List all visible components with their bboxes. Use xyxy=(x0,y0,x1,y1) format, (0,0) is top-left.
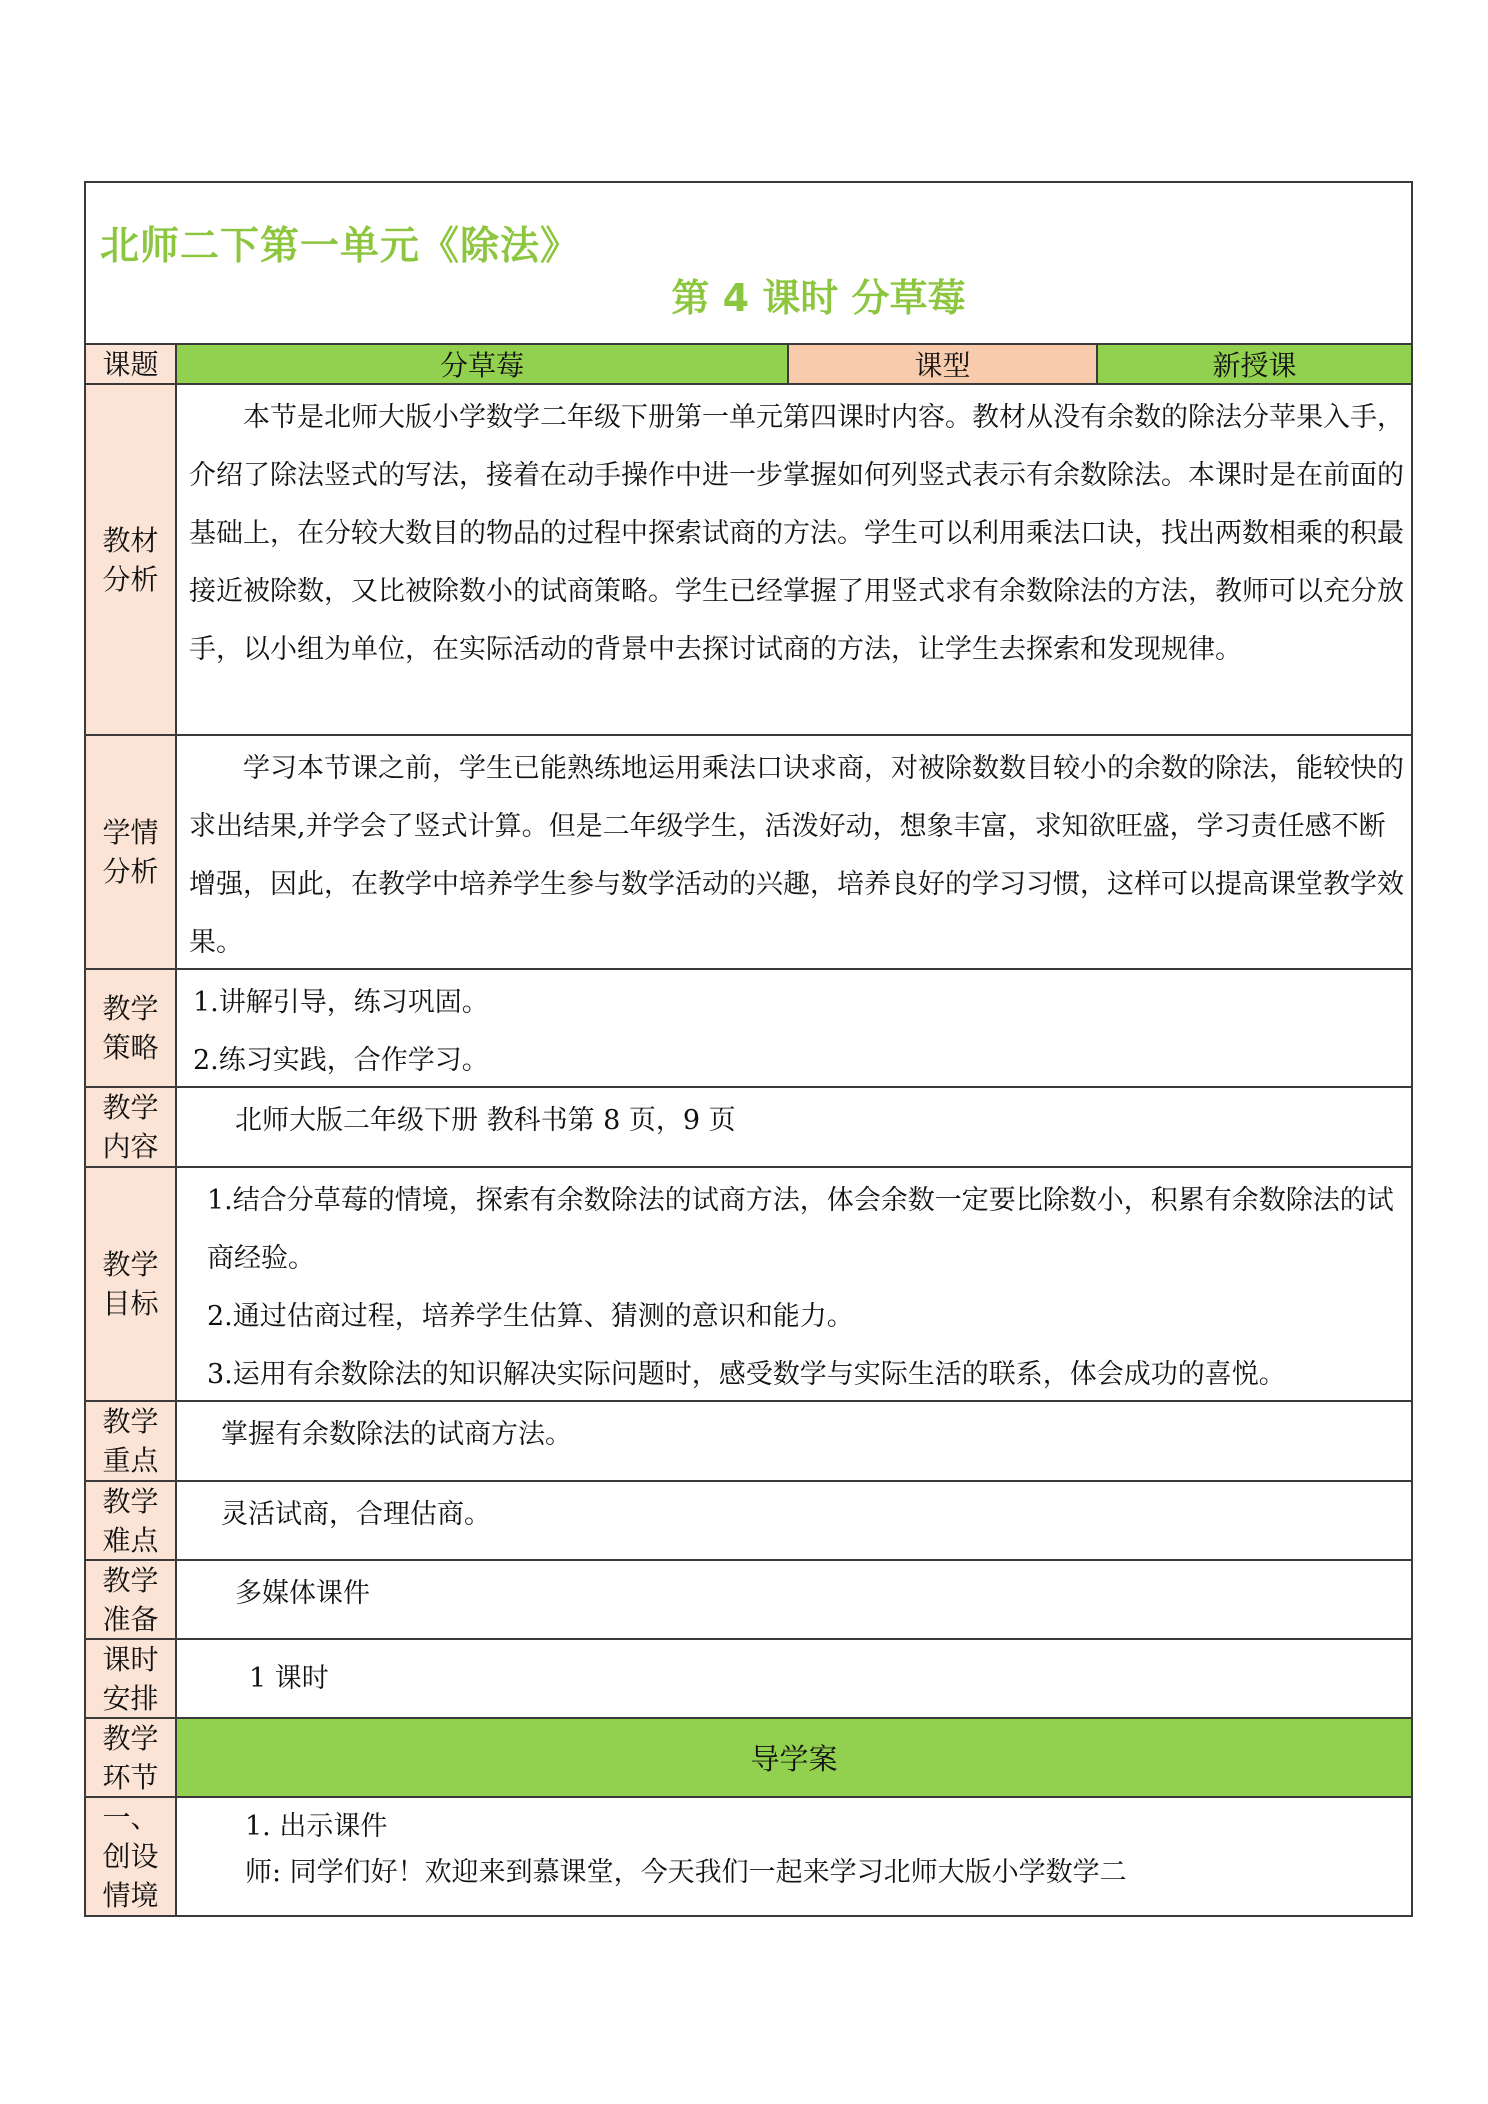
topic-label: 课题 xyxy=(86,345,177,383)
key-point-row xyxy=(86,1402,1411,1482)
goals-row xyxy=(86,1168,1411,1402)
guide-plan-header: 导学案 xyxy=(177,1719,1411,1796)
preparation-label: 教学 准备 xyxy=(86,1561,177,1638)
student-analysis-row xyxy=(86,736,1411,970)
content-text: 北师大版二年级下册 教科书第 8 页，9 页 xyxy=(235,1105,736,1136)
difficulty-row xyxy=(86,1482,1411,1561)
key-point-text: 掌握有余数除法的试商方法。 xyxy=(221,1419,572,1450)
goal-item: 3.运用有余数除法的知识解决实际问题时，感受数学与实际生活的联系，体会成功的喜悦。 xyxy=(207,1359,1286,1390)
type-value: 新授课 xyxy=(1098,345,1411,383)
student-analysis-label: 学情 分析 xyxy=(86,736,177,968)
process-row xyxy=(86,1719,1411,1798)
difficulty-text: 灵活试商，合理估商。 xyxy=(221,1499,491,1530)
strategy-label: 教学 策略 xyxy=(86,970,177,1086)
material-analysis-text: 本节是北师大版小学数学二年级下册第一单元第四课时内容。教材从没有余数的除法分苹果入手，介绍了除法竖式的写法，接着在动手操作中进一步掌握如何列竖式表示有余数除法。本课时是在前面的基础上，在分较大数目的物品的过程中探索试商的方法。学生可以利用乘法口诀，找出两数相乘的积最接近被除数，又比被除数小的试商策略。学生已经掌握了用竖式求有余数除法的方法，教师可以充分放手，以小组为单位，在实际活动的背景中去探讨试商的方法，让学生去探索和发现规律。 xyxy=(189,402,1404,665)
preparation-row xyxy=(86,1561,1411,1640)
schedule-text: 1 课时 xyxy=(249,1663,329,1694)
title-cell xyxy=(86,183,1411,345)
strategy-item: 2.练习实践，合作学习。 xyxy=(193,1045,489,1076)
strategy-item: 1.讲解引导，练习巩固。 xyxy=(193,987,489,1018)
key-point-label: 教学 重点 xyxy=(86,1402,177,1480)
schedule-row xyxy=(86,1640,1411,1719)
process-label: 教学 环节 xyxy=(86,1719,177,1796)
goals-label: 教学 目标 xyxy=(86,1168,177,1400)
unit-title: 北师二下第一单元《除法》 xyxy=(100,224,581,269)
material-analysis-row xyxy=(86,385,1411,736)
goal-item: 2.通过估商过程，培养学生估算、猜测的意识和能力。 xyxy=(207,1301,854,1332)
topic-row xyxy=(86,345,1411,385)
lesson-plan-table xyxy=(84,181,1413,1917)
content-label: 教学 内容 xyxy=(86,1088,177,1166)
student-analysis-text: 学习本节课之前，学生已能熟练地运用乘法口诀求商，对被除数数目较小的余数的除法，能较快的求出结果,并学会了竖式计算。但是二年级学生，活泼好动，想象丰富，求知欲旺盛，学习责任感不断增强，因此，在教学中培养学生参与数学活动的兴趣，培养良好的学习习惯，这样可以提高课堂教学效果。 xyxy=(189,753,1404,958)
strategy-row xyxy=(86,970,1411,1088)
step1-line: 师: 同学们好！欢迎来到慕课堂，今天我们一起来学习北师大版小学数学二 xyxy=(245,1857,1127,1888)
preparation-text: 多媒体课件 xyxy=(235,1578,370,1609)
step1-row xyxy=(86,1798,1411,1915)
schedule-label: 课时 安排 xyxy=(86,1640,177,1717)
topic-value: 分草莓 xyxy=(177,345,789,383)
step1-line: 1. 出示课件 xyxy=(245,1811,388,1842)
difficulty-label: 教学 难点 xyxy=(86,1482,177,1559)
content-row xyxy=(86,1088,1411,1168)
goal-item: 1.结合分草莓的情境，探索有余数除法的试商方法，体会余数一定要比除数小，积累有余数除法的试商经验。 xyxy=(207,1185,1394,1274)
lesson-subtitle: 第 4 课时 分草莓 xyxy=(671,276,966,320)
step1-label: 一、 创设 情境 xyxy=(86,1798,177,1915)
material-analysis-label: 教材 分析 xyxy=(86,385,177,734)
type-label: 课型 xyxy=(789,345,1098,383)
